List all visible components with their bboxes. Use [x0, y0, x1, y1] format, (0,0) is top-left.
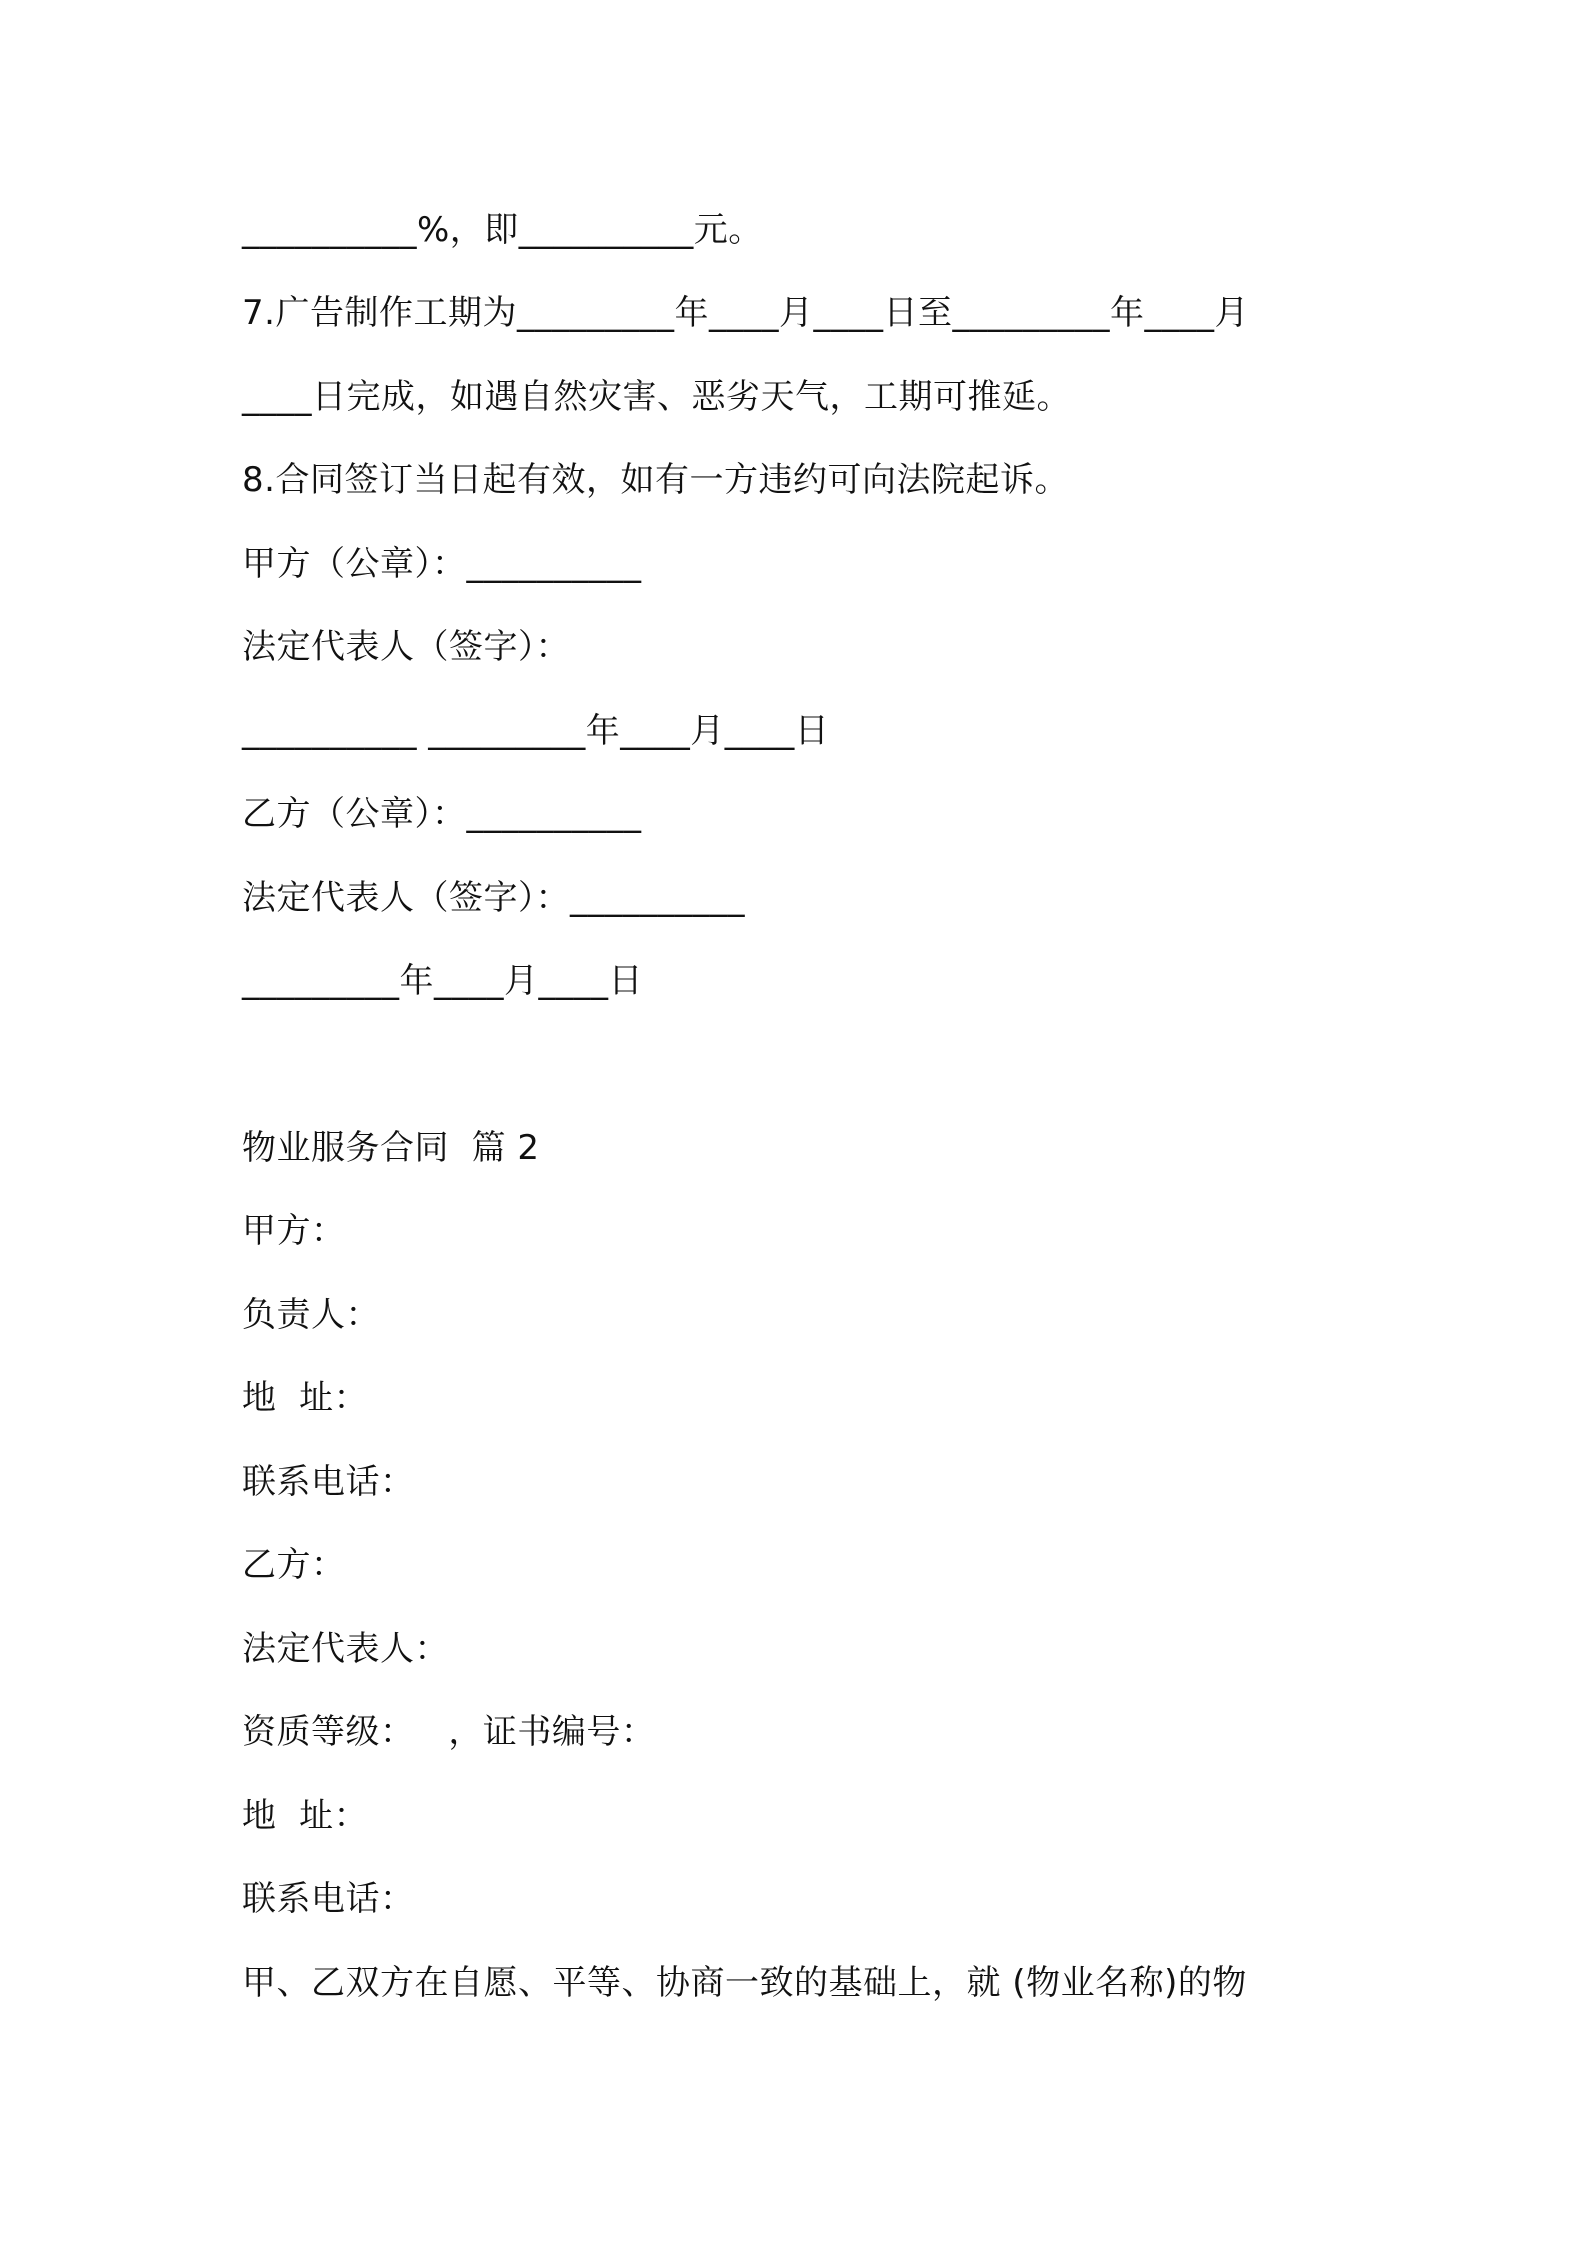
address-label-b: 地 址：: [242, 1796, 369, 1836]
party-b-date-line: _________年____月____日: [242, 961, 643, 1001]
party-b-representative-line: 法定代表人（签字）：__________: [242, 878, 745, 918]
party-a-seal-line: 甲方（公章）：__________: [242, 544, 642, 584]
phone-label-b: 联系电话：: [242, 1879, 415, 1919]
section-2-title: 物业服务合同 篇 2: [242, 1128, 540, 1168]
party-a-representative-line: 法定代表人（签字）：: [242, 627, 570, 667]
payment-percent-line: __________%，即__________元。: [242, 210, 763, 250]
clause-8-line: 8.合同签订当日起有效，如有一方违约可向法院起诉。: [242, 460, 1069, 500]
responsible-person-label: 负责人：: [242, 1295, 380, 1335]
agreement-intro-line: 甲、乙双方在自愿、平等、协商一致的基础上，就 (物业名称)的物: [242, 1963, 1247, 2003]
clause-7-line-1: 7.广告制作工期为_________年____月____日至_________年____月: [242, 293, 1249, 333]
legal-representative-label: 法定代表人：: [242, 1629, 449, 1669]
party-b-seal-line: 乙方（公章）：__________: [242, 794, 642, 834]
phone-label-a: 联系电话：: [242, 1462, 415, 1502]
qualification-certificate-line: 资质等级： ，证书编号：: [242, 1712, 656, 1752]
party-a-date-line: __________ _________年____月____日: [242, 711, 830, 751]
address-label-a: 地 址：: [242, 1378, 369, 1418]
party-b-label: 乙方：: [242, 1545, 346, 1585]
party-a-label: 甲方：: [242, 1211, 346, 1251]
clause-7-line-2: ____日完成，如遇自然灾害、恶劣天气，工期可推延。: [242, 377, 1071, 417]
